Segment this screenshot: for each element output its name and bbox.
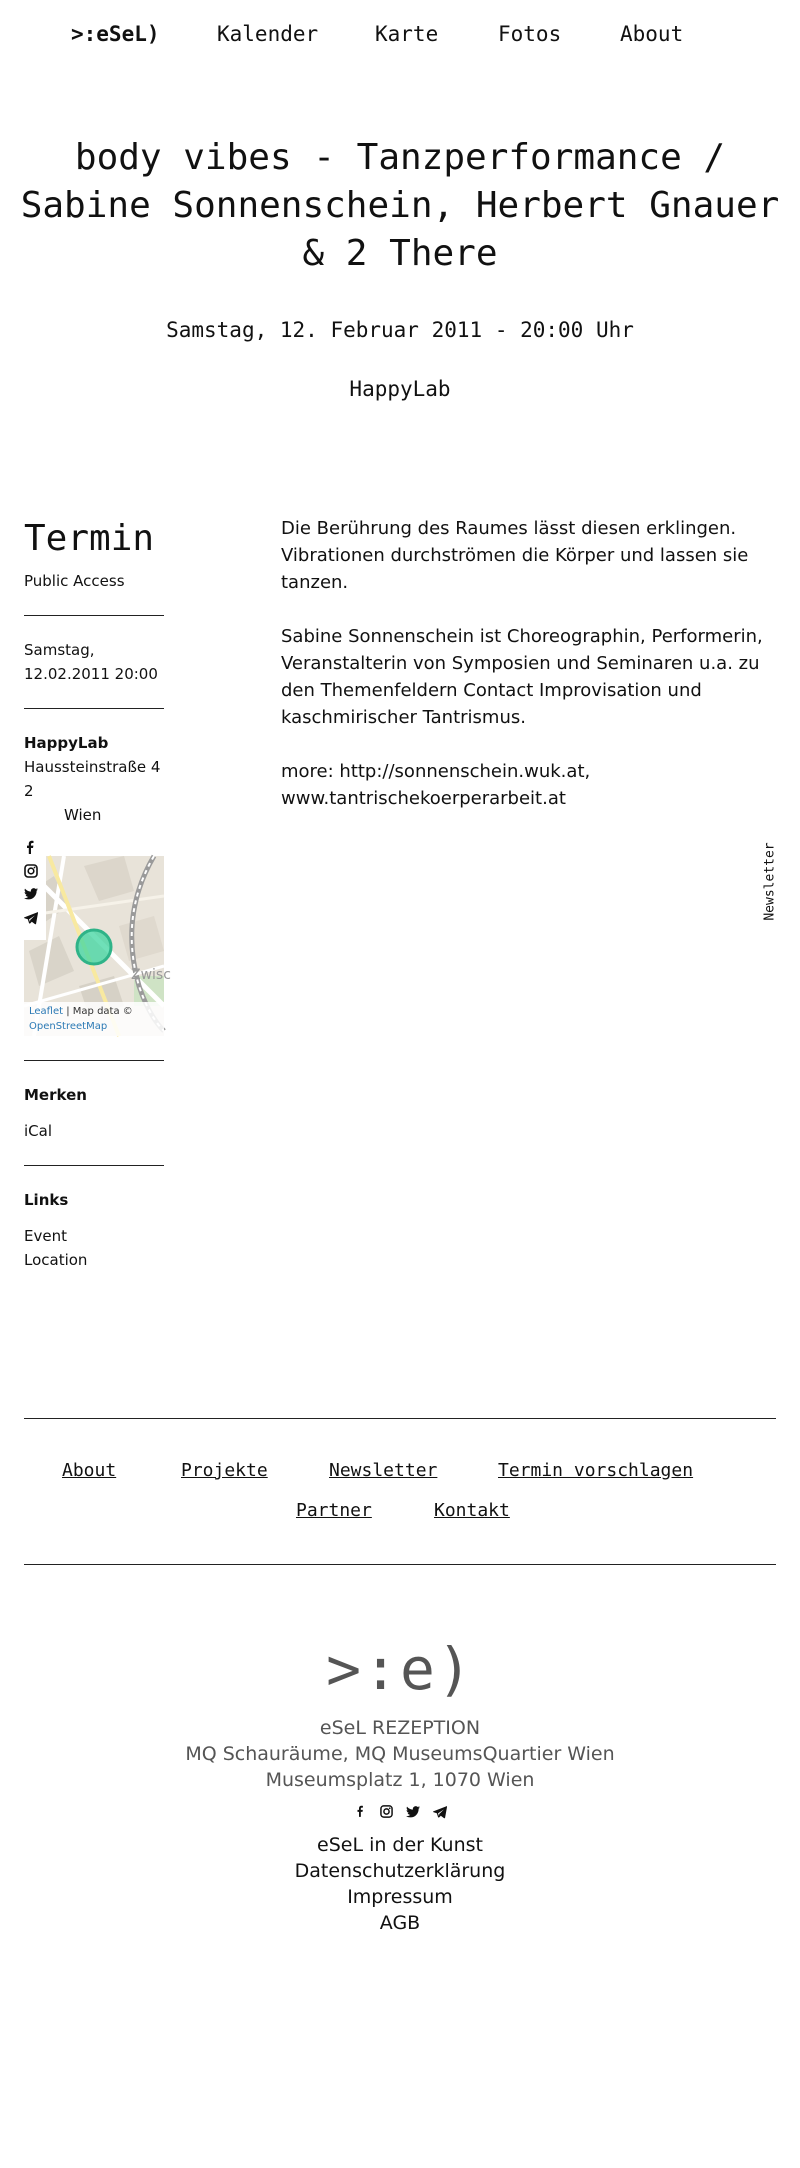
twitter-icon[interactable] — [402, 1806, 424, 1822]
footer-links — [0, 1832, 800, 1936]
share-icons — [24, 840, 46, 940]
event-sidebar — [24, 515, 164, 827]
openstreetmap-link[interactable]: OpenStreetMap — [29, 1021, 108, 1032]
footer-link-partner[interactable]: Partner — [296, 1500, 372, 1521]
description-paragraph: Die Berührung des Raumes lässt diesen erklingen. Vibrationen durchströmen die Körper und lassen sie tanzen. — [281, 518, 749, 593]
event-datetime: Samstag, 12. Februar 2011 - 20:00 Uhr — [166, 318, 634, 342]
location-link[interactable]: Location — [24, 1251, 88, 1269]
footer-link-datenschutz[interactable]: Datenschutzerklärung — [294, 1860, 506, 1882]
footer-social-icons — [0, 1804, 800, 1822]
instagram-icon[interactable] — [24, 864, 46, 888]
footer-link-impressum[interactable]: Impressum — [347, 1886, 453, 1908]
merken-heading: Merken — [24, 1086, 87, 1104]
event-venue: HappyLab — [349, 377, 451, 401]
map-place-label: Zwisc — [131, 967, 171, 983]
facebook-icon[interactable] — [24, 840, 46, 864]
date-block — [24, 616, 164, 708]
footer-address-line: Museumsplatz 1, 1070 Wien — [265, 1769, 535, 1791]
footer-link-newsletter[interactable]: Newsletter — [329, 1460, 438, 1481]
twitter-icon[interactable] — [24, 888, 46, 912]
date-weekday: Samstag, — [24, 641, 95, 659]
newsletter-tab-label: Newsletter — [762, 842, 778, 921]
telegram-icon[interactable] — [429, 1806, 451, 1822]
footer-rezeption: eSeL REZEPTION — [319, 1717, 481, 1739]
date-value: 12.02.2011 20:00 — [24, 665, 158, 683]
location-city: Wien — [64, 806, 102, 824]
footer-link-kontakt[interactable]: Kontakt — [434, 1500, 510, 1521]
location-block — [24, 709, 164, 827]
instagram-icon[interactable] — [376, 1805, 398, 1822]
event-title: body vibes - Tanzperformance / Sabine Sonnenschein, Herbert Gnauer & 2 There — [20, 137, 780, 274]
map-attribution — [24, 1002, 164, 1036]
nav-item-karte[interactable]: Karte — [375, 22, 439, 46]
footer-divider — [24, 1564, 776, 1565]
nav-item-fotos[interactable]: Fotos — [498, 22, 562, 46]
description-paragraph: Sabine Sonnenschein ist Choreographin, Performerin, Veranstalterin von Symposien und Seminaren u.a. zu den Themenfeldern Contact Improvisation und kaschmirischer Tantrismus. — [281, 626, 763, 728]
footer-link-about[interactable]: About — [62, 1460, 117, 1481]
sidebar-actions — [24, 1060, 164, 1294]
leaflet-link[interactable]: Leaflet — [29, 1006, 64, 1017]
footer-link-esel-in-der-kunst[interactable]: eSeL in der Kunst — [317, 1834, 483, 1856]
merken-block — [24, 1061, 164, 1165]
links-heading: Links — [24, 1191, 69, 1209]
access-label: Public Access — [24, 572, 125, 590]
footer-logo: >:e) — [326, 1635, 474, 1703]
nav-item-about[interactable]: About — [620, 22, 684, 46]
footer-link-agb[interactable]: AGB — [379, 1912, 421, 1934]
description-links[interactable]: more: http://sonnenschein.wuk.at, www.tantrischekoerperarbeit.at — [281, 761, 591, 809]
top-navigation — [0, 22, 800, 52]
newsletter-tab[interactable] — [756, 842, 784, 926]
location-name: HappyLab — [24, 734, 109, 752]
footer-link-termin-vorschlagen[interactable]: Termin vorschlagen — [498, 1460, 694, 1481]
nav-item-kalender[interactable]: Kalender — [217, 22, 319, 46]
footer-link-projekte[interactable]: Projekte — [181, 1460, 268, 1481]
location-street: Haussteinstraße 4 — [24, 758, 161, 776]
location-street-number: 2 — [24, 782, 34, 800]
footer-divider — [24, 1418, 776, 1419]
ical-link[interactable]: iCal — [24, 1122, 53, 1140]
brand-logo-link[interactable]: >:eSeL) — [71, 22, 160, 46]
footer-address-line: MQ Schauräume, MQ MuseumsQuartier Wien — [185, 1743, 615, 1765]
event-description — [281, 515, 771, 839]
facebook-icon[interactable] — [349, 1804, 371, 1822]
telegram-icon[interactable] — [24, 912, 46, 936]
event-link[interactable]: Event — [24, 1227, 67, 1245]
sidebar-heading: Termin — [24, 518, 155, 559]
links-block — [24, 1166, 164, 1294]
map-data-text: | Map data © — [66, 1006, 133, 1017]
